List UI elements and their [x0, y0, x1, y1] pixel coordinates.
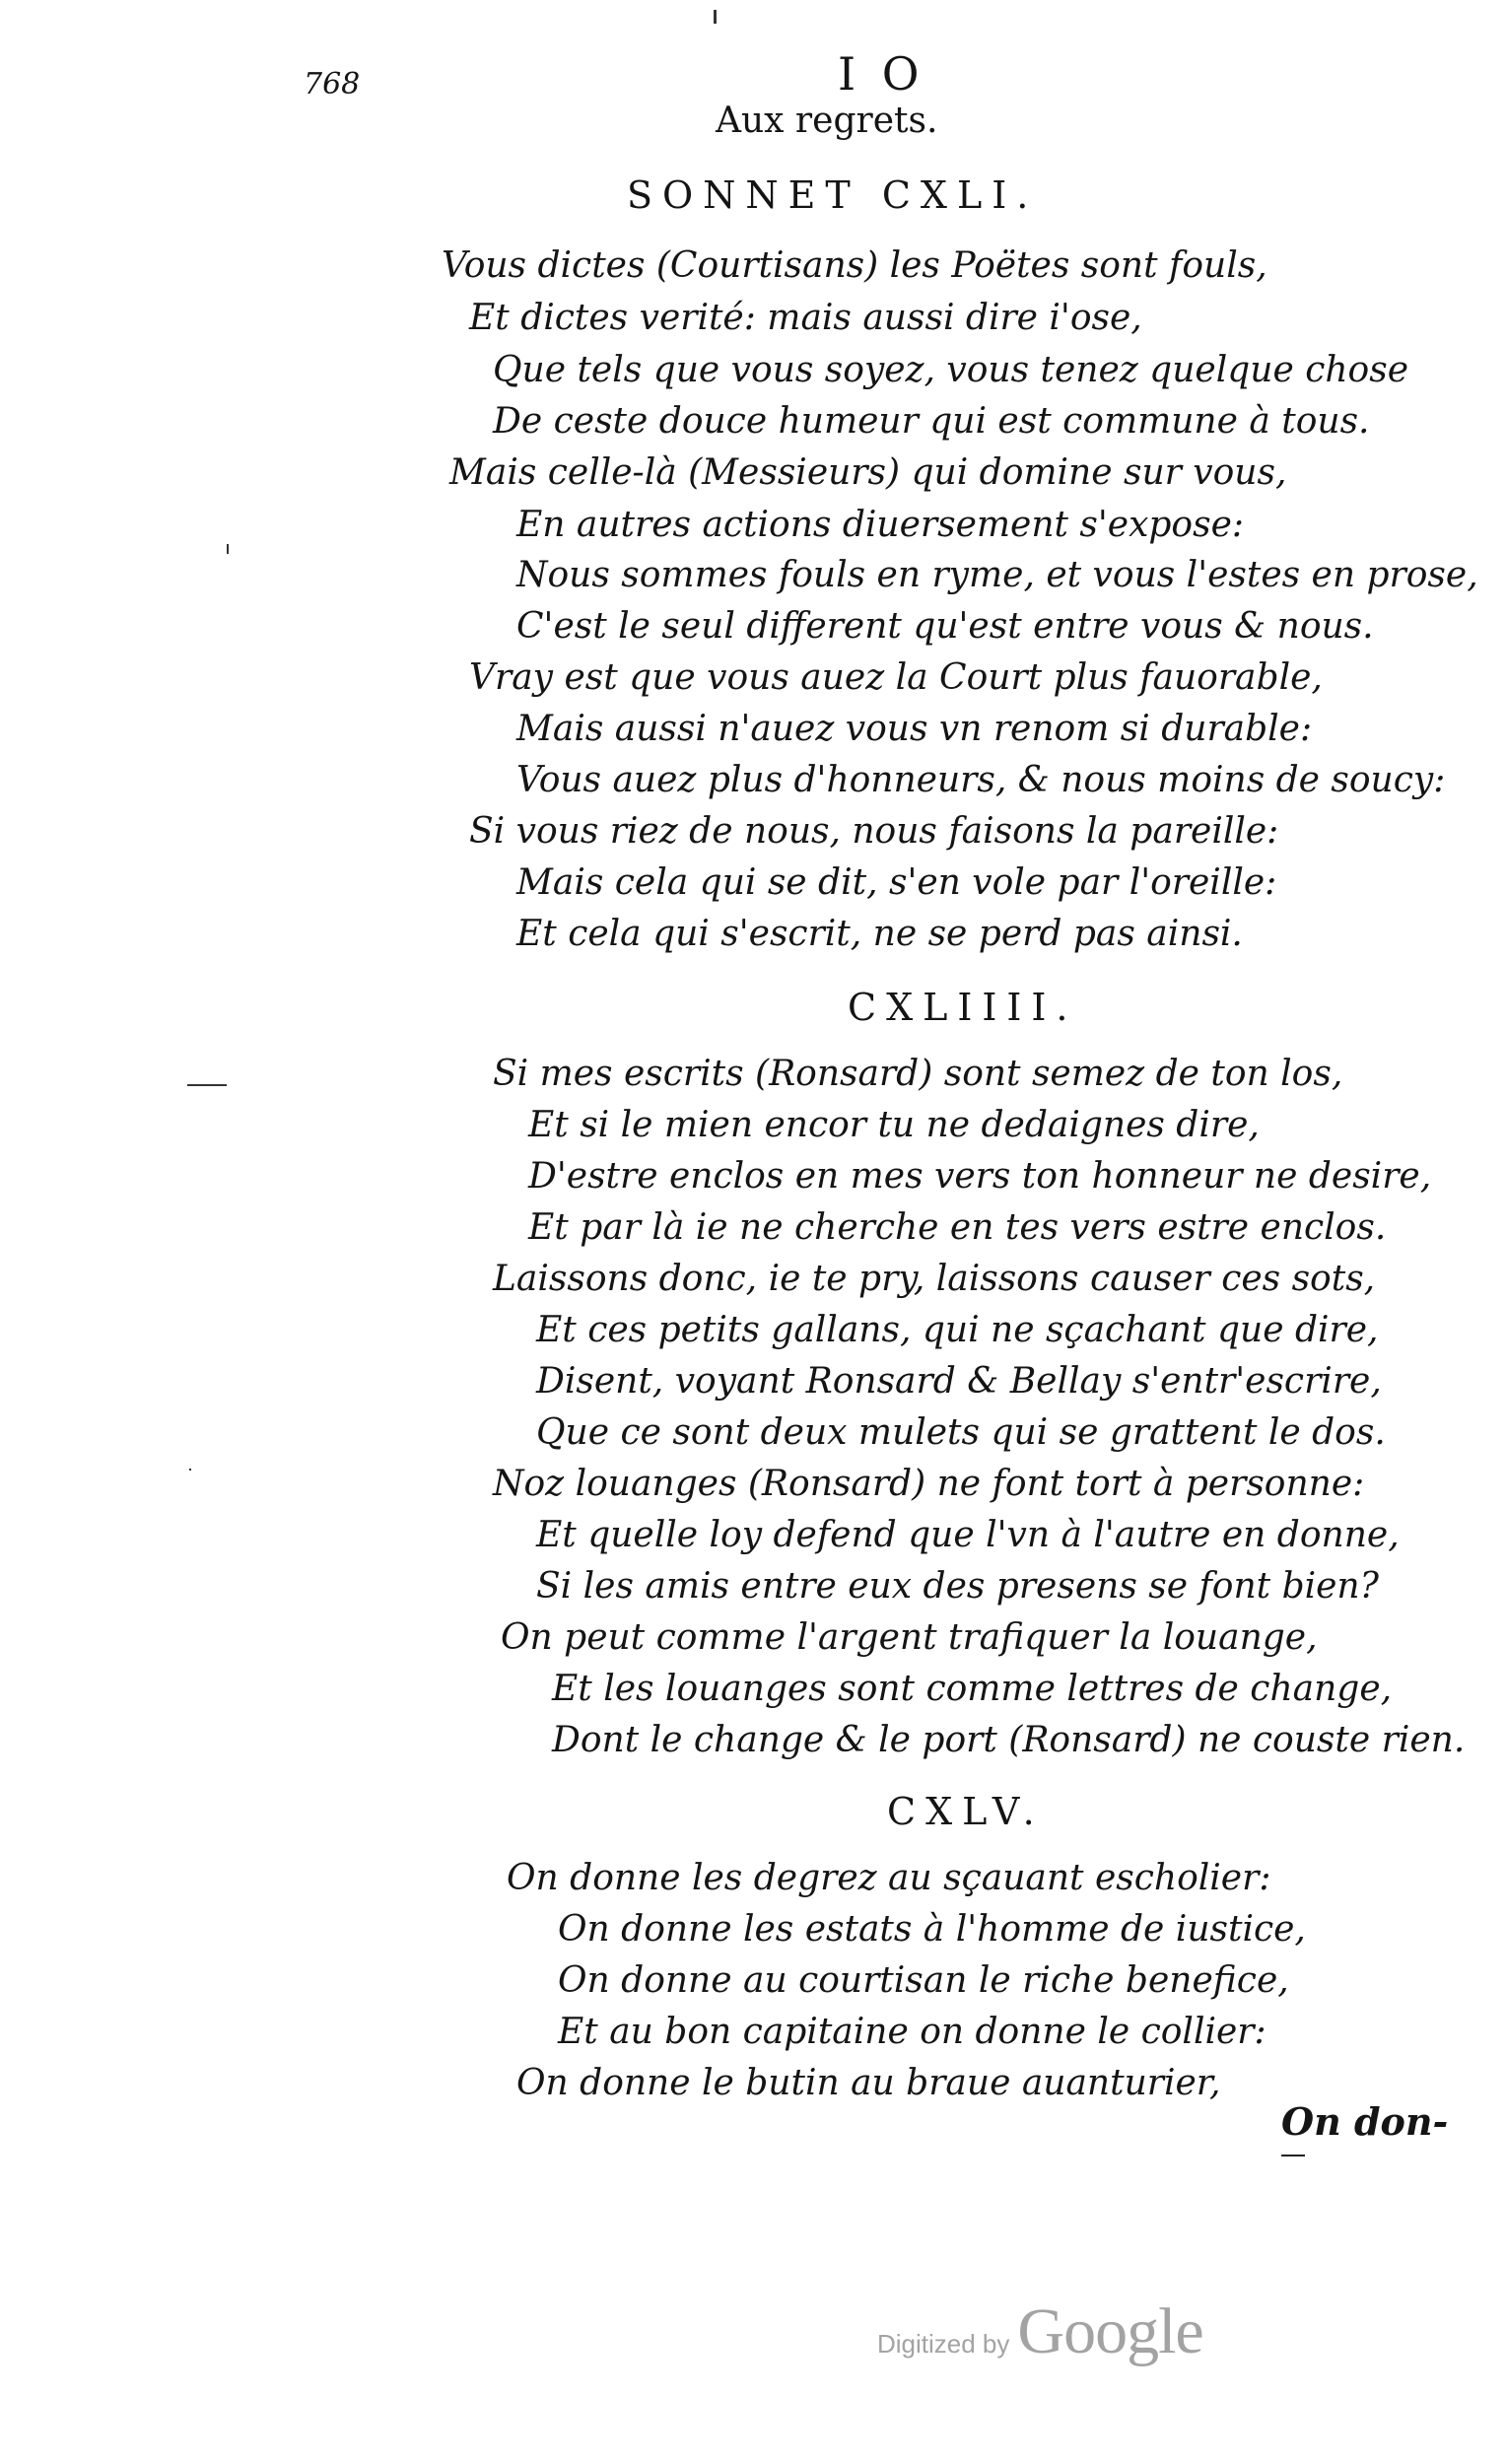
- sonnet-145-line-1: On donne les degrez au sçauant escholier:: [507, 1858, 1271, 1898]
- sonnet-141-line-6: En autres actions diuersement s'expose:: [516, 505, 1245, 545]
- scan-speck: [714, 10, 717, 24]
- signature-mark: I O: [838, 47, 925, 101]
- sonnet-144-heading: CXLIIII.: [848, 986, 1078, 1029]
- sonnet-141-line-9: Vray est que vous auez la Court plus fauorable,: [469, 657, 1323, 698]
- sonnet-141-line-5: Mais celle-là (Messieurs) qui domine sur vous,: [449, 452, 1287, 493]
- digitized-label: Digitized by: [877, 2329, 1010, 2359]
- sonnet-144-line-11: Si les amis entre eux des presens se font bien?: [536, 1566, 1379, 1607]
- catchword: On don-: [1281, 2099, 1449, 2144]
- sonnet-144-line-2: Et si le mien encor tu ne dedaignes dire,: [528, 1105, 1260, 1145]
- sonnet-141-line-8: C'est le seul different qu'est entre vous & nous.: [516, 606, 1374, 647]
- sonnet-141-line-13: Mais cela qui se dit, s'en vole par l'oreille:: [516, 862, 1277, 903]
- sonnet-141-line-12: Si vous riez de nous, nous faisons la pareille:: [469, 811, 1279, 852]
- page-number: 768: [304, 67, 361, 102]
- sonnet-144-line-1: Si mes escrits (Ronsard) sont semez de ton los,: [493, 1054, 1343, 1094]
- sonnet-144-line-10: Et quelle loy defend que l'vn à l'autre en donne,: [536, 1515, 1400, 1555]
- sonnet-145-line-5: On donne le butin au braue auanturier,: [516, 2063, 1221, 2103]
- sonnet-141-line-10: Mais aussi n'auez vous vn renom si durable:: [516, 709, 1313, 749]
- catchword-underline: [1281, 2155, 1305, 2156]
- sonnet-144-line-6: Et ces petits gallans, qui ne sçachant que dire,: [536, 1310, 1379, 1350]
- sonnet-144-line-13: Et les louanges sont comme lettres de change,: [552, 1669, 1393, 1709]
- sonnet-141-line-1: Vous dictes (Courtisans) les Poëtes sont fouls,: [442, 245, 1267, 286]
- scan-speck: [187, 1084, 227, 1086]
- sonnet-141-line-11: Vous auez plus d'honneurs, & nous moins de soucy:: [516, 760, 1446, 800]
- sonnet-144-line-4: Et par là ie ne cherche en tes vers estre enclos.: [528, 1207, 1387, 1248]
- sonnet-144-line-9: Noz louanges (Ronsard) ne font tort à personne:: [493, 1464, 1365, 1504]
- sonnet-141-heading: SONNET CXLI.: [627, 173, 1039, 217]
- sonnet-141-line-2: Et dictes verité: mais aussi dire i'ose,: [469, 298, 1142, 338]
- sonnet-145-heading: CXLV.: [887, 1790, 1045, 1833]
- running-head: Aux regrets.: [716, 101, 938, 141]
- scan-speck: [227, 544, 229, 554]
- sonnet-141-line-3: Que tels que vous soyez, vous tenez quelque chose: [493, 350, 1409, 390]
- sonnet-144-line-14: Dont le change & le port (Ronsard) ne couste rien.: [552, 1720, 1466, 1760]
- sonnet-141-line-7: Nous sommes fouls en ryme, et vous l'estes en prose,: [516, 555, 1478, 595]
- sonnet-144-line-12: On peut comme l'argent trafiquer la louange,: [501, 1617, 1318, 1658]
- sonnet-144-line-3: D'estre enclos en mes vers ton honneur ne desire,: [528, 1156, 1432, 1197]
- sonnet-141-line-14: Et cela qui s'escrit, ne se perd pas ainsi.: [516, 914, 1243, 954]
- digitized-by-watermark: [877, 2294, 1203, 2369]
- sonnet-144-line-8: Que ce sont deux mulets qui se grattent le dos.: [536, 1412, 1386, 1453]
- sonnet-145-line-3: On donne au courtisan le riche benefice,: [558, 1960, 1289, 2001]
- scan-speck: [189, 1469, 191, 1471]
- sonnet-141-line-4: De ceste douce humeur qui est commune à tous.: [493, 401, 1370, 442]
- sonnet-144-line-5: Laissons donc, ie te pry, laissons causer ces sots,: [493, 1259, 1376, 1299]
- sonnet-145-line-2: On donne les estats à l'homme de iustice,: [558, 1909, 1306, 1950]
- google-logo: Google: [1017, 2295, 1203, 2367]
- sonnet-145-line-4: Et au bon capitaine on donne le collier:: [558, 2012, 1266, 2052]
- sonnet-144-line-7: Disent, voyant Ronsard & Bellay s'entr'escrire,: [536, 1361, 1382, 1402]
